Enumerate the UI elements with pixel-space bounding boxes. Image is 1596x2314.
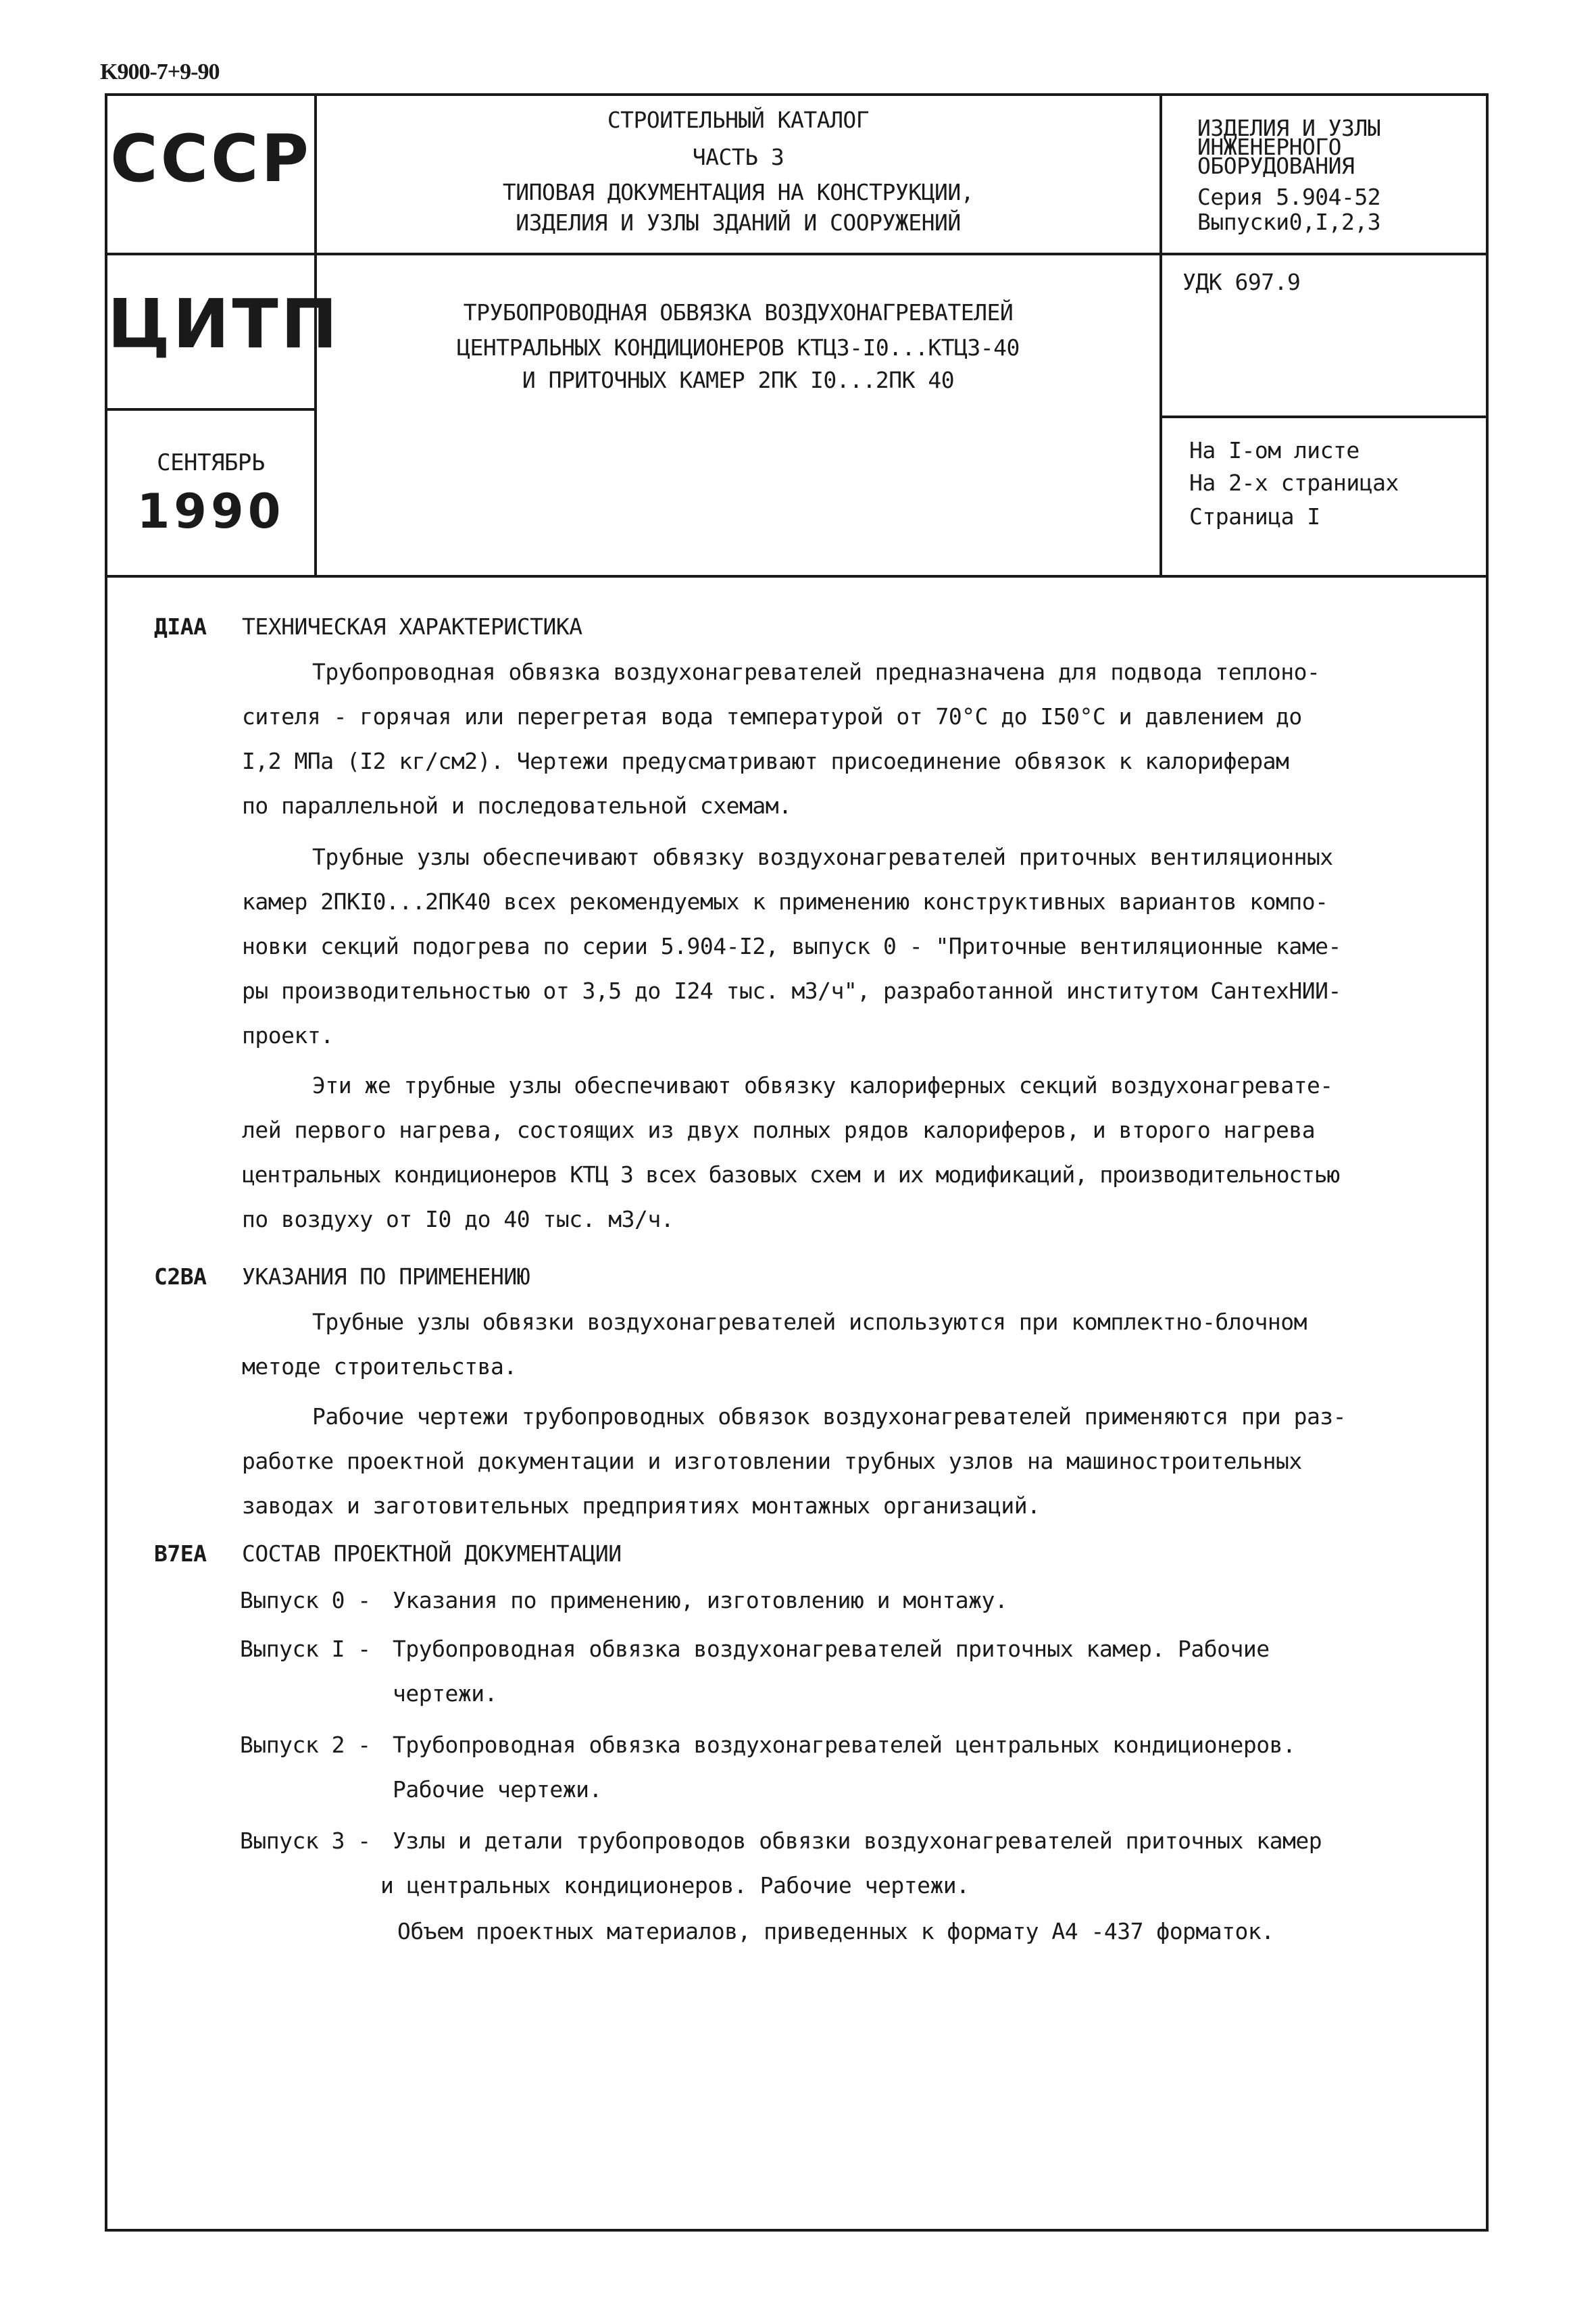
paragraph-line: Трубные узлы обвязки воздухонагревателей используются при комплектно-блочном xyxy=(312,1309,1307,1335)
sheet-line: На 2-х страницах xyxy=(1189,470,1399,496)
header-row-divider-1 xyxy=(105,253,1489,255)
list-item xyxy=(240,1819,1456,1908)
section-title: СОСТАВ ПРОЕКТНОЙ ДОКУМЕНТАЦИИ xyxy=(242,1540,622,1567)
release-text: Узлы и детали трубопроводов обвязки воздухонагревателей приточных камер xyxy=(393,1828,1322,1854)
org-citp: ЦИТП xyxy=(107,284,341,363)
paragraph-line: камер 2ПКI0...2ПК40 всех рекомендуемых к применению конструктивных вариантов компо- xyxy=(242,888,1328,915)
paragraph-line: Рабочие чертежи трубопроводных обвязок воздухонагревателей применяются при раз- xyxy=(312,1403,1347,1430)
catalog-line: СТРОИТЕЛЬНЫЙ КАТАЛОГ xyxy=(607,107,870,133)
paragraph-line: проект. xyxy=(242,1022,334,1049)
header-row-divider-right-2 xyxy=(1159,416,1489,418)
list-item xyxy=(240,1723,1456,1812)
section-heading xyxy=(154,1540,1438,1574)
section-code: ДIАА xyxy=(154,613,207,640)
catalog-line: ЧАСТЬ 3 xyxy=(692,144,784,170)
document-code: K900-7+9-90 xyxy=(100,59,220,84)
release-text: Трубопроводная обвязка воздухонагревателей центральных кондиционеров. xyxy=(393,1732,1296,1758)
release-label: Выпуск 2 - xyxy=(240,1732,371,1758)
section-title: ТЕХНИЧЕСКАЯ ХАРАКТЕРИСТИКА xyxy=(242,613,582,640)
paragraph-line: I,2 МПа (I2 кг/см2). Чертежи предусматривают присоединение обвязок к калориферам xyxy=(242,748,1289,774)
header-divider-right xyxy=(1159,93,1162,576)
release-text: Рабочие чертежи. xyxy=(393,1776,602,1803)
paragraph-line: Эти же трубные узлы обеспечивают обвязку калориферных секций воздухонагревате- xyxy=(312,1072,1333,1099)
list-item xyxy=(240,1627,1456,1716)
paragraph-line: по воздуху от I0 до 40 тыс. м3/ч. xyxy=(242,1206,674,1232)
series-line: ОБОРУДОВАНИЯ xyxy=(1197,153,1355,179)
list-item xyxy=(240,1578,1456,1623)
section-heading xyxy=(154,1263,1438,1297)
paragraph-line: центральных кондиционеров КТЦ 3 всех базовых схем и их модификаций, производительностью xyxy=(242,1161,1340,1188)
release-label: Выпуск 0 - xyxy=(240,1587,371,1613)
paragraph-line: Трубопроводная обвязка воздухонагревателей предназначена для подвода теплоно- xyxy=(312,659,1320,685)
publication-month: СЕНТЯБРЬ xyxy=(157,449,265,476)
paragraph-line: Трубные узлы обеспечивают обвязку воздухонагревателей приточных вентиляционных xyxy=(312,844,1333,870)
org-ussr: СССР xyxy=(110,121,311,197)
paragraph-line: работке проектной документации и изготовлении трубных узлов на машиностроительных xyxy=(242,1448,1302,1474)
section-code: В7ЕА xyxy=(154,1540,207,1567)
section-title: УКАЗАНИЯ ПО ПРИМЕНЕНИЮ xyxy=(242,1263,530,1290)
sheet-line: На I-ом листе xyxy=(1189,437,1360,463)
series-line: ИЗДЕЛИЯ И УЗЛЫ xyxy=(1197,115,1381,141)
release-text: Трубопроводная обвязка воздухонагревателей приточных камер. Рабочие xyxy=(393,1636,1270,1662)
sheet-line: Страница I xyxy=(1189,503,1320,530)
paragraph-line: по параллельной и последовательной схемам. xyxy=(242,793,792,819)
volume-note: Объем проектных материалов, приведенных к формату А4 -437 форматок. xyxy=(397,1918,1274,1944)
header-row-divider-left-2 xyxy=(105,408,314,411)
section-heading xyxy=(154,613,1438,647)
section-code: С2ВА xyxy=(154,1263,207,1290)
series-line: Серия 5.904-52 xyxy=(1197,184,1381,210)
paragraph-line: ры производительностью от 3,5 до I24 тыс. м3/ч", разработанной институтом СантехНИИ- xyxy=(242,978,1341,1004)
release-label: Выпуск 3 - xyxy=(240,1828,371,1854)
udk-code: УДК 697.9 xyxy=(1182,269,1301,295)
title-line: ЦЕНТРАЛЬНЫХ КОНДИЦИОНЕРОВ КТЦЗ-I0...КТЦЗ-40 xyxy=(457,334,1020,361)
paragraph-line: лей первого нагрева, состоящих из двух полных рядов калориферов, и второго нагрева xyxy=(242,1117,1316,1143)
catalog-line: ТИПОВАЯ ДОКУМЕНТАЦИЯ НА КОНСТРУКЦИИ, xyxy=(502,179,974,205)
release-label: Выпуск I - xyxy=(240,1636,371,1662)
paragraph-line: сителя - горячая или перегретая вода температурой от 70°С до I50°С и давлением до xyxy=(242,703,1302,730)
series-line: ИНЖЕНЕРНОГО xyxy=(1197,134,1342,160)
paragraph-line: заводах и заготовительных предприятиях монтажных организаций. xyxy=(242,1492,1041,1519)
release-text: и центральных кондиционеров. Рабочие чертежи. xyxy=(380,1872,970,1898)
release-text: чертежи. xyxy=(393,1680,497,1707)
paragraph-line: методе строительства. xyxy=(242,1353,517,1380)
release-text: Указания по применению, изготовлению и монтажу. xyxy=(393,1587,1008,1613)
series-line: Выпуски0,I,2,3 xyxy=(1197,209,1381,235)
catalog-line: ИЗДЕЛИЯ И УЗЛЫ ЗДАНИЙ И СООРУЖЕНИЙ xyxy=(516,209,961,236)
title-line: ТРУБОПРОВОДНАЯ ОБВЯЗКА ВОЗДУХОНАГРЕВАТЕЛЕЙ xyxy=(463,299,1014,326)
header-bottom-divider xyxy=(105,575,1489,578)
paragraph-line: новки секций подогрева по серии 5.904-I2, выпуск 0 - "Приточные вентиляционные каме- xyxy=(242,933,1341,959)
publication-year: 1990 xyxy=(136,484,285,539)
title-line: И ПРИТОЧНЫХ КАМЕР 2ПК I0...2ПК 40 xyxy=(522,367,955,393)
